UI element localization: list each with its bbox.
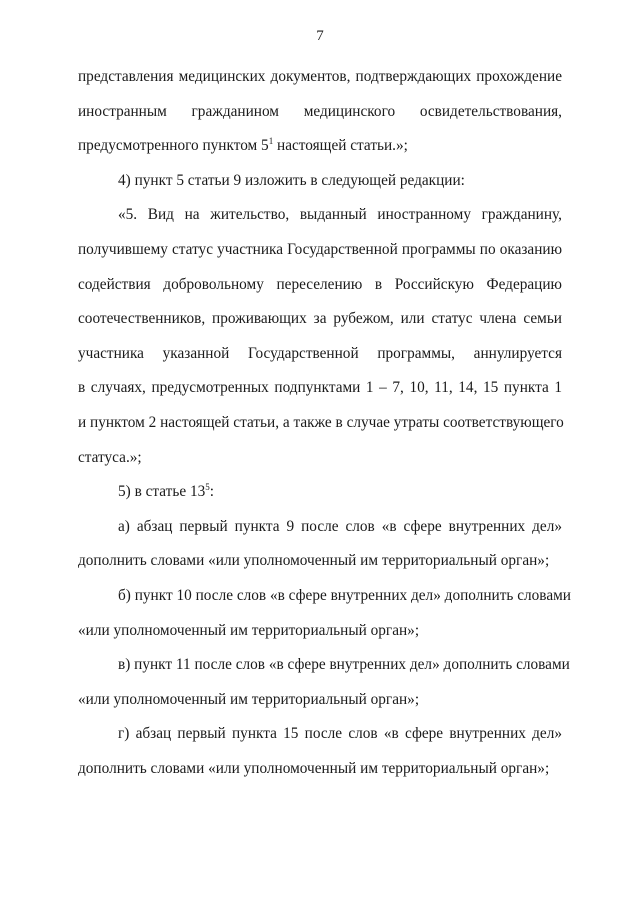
text-line: и пунктом 2 настоящей статьи, а также в случае утраты соответствующего	[78, 413, 564, 431]
text-line: дополнить словами «или уполномоченный им территориальный орган»;	[78, 759, 550, 777]
superscript: 1	[268, 136, 274, 147]
page-number: 7	[316, 28, 324, 44]
text-line: дополнить словами «или уполномоченный им территориальный орган»;	[78, 552, 550, 570]
text-fragment: предусмотренного пунктом 5	[78, 137, 269, 155]
text-line: иностранным гражданином медицинского освидетельствования,	[78, 102, 562, 120]
text-fragment: настоящей статьи.»;	[273, 137, 408, 155]
text-line: содействия добровольному переселению в Российскую Федерацию	[78, 275, 562, 293]
text-line: статуса.»;	[78, 448, 142, 466]
text-fragment: :	[209, 483, 214, 501]
paragraph-start: в) пункт 11 после слов «в сфере внутренних дел» дополнить словами	[118, 656, 570, 674]
text-line: представления медицинских документов, подтверждающих прохождение	[78, 68, 562, 85]
text-line: в случаях, предусмотренных подпунктами 1 – 7, 10, 11, 14, 15 пункта 1	[78, 379, 562, 397]
text-line: участника указанной Государственной программы, аннулируется	[78, 344, 562, 362]
text-line: «или уполномоченный им территориальный орган»;	[78, 621, 420, 639]
text-line: соотечественников, проживающих за рубежом, или статус члена семьи	[78, 310, 562, 328]
paragraph-start: 4) пункт 5 статьи 9 изложить в следующей редакции:	[118, 171, 465, 189]
text-fragment: 5) в статье 13	[118, 483, 206, 501]
document-body	[78, 60, 571, 786]
text-line: «или уполномоченный им территориальный орган»;	[78, 690, 420, 708]
text-line: получившему статус участника Государственной программы по оказанию	[78, 240, 562, 258]
paragraph-start: б) пункт 10 после слов «в сфере внутренних дел» дополнить словами	[118, 586, 571, 604]
paragraph-start: а) абзац первый пункта 9 после слов «в сфере внутренних дел»	[118, 517, 562, 535]
superscript: 5	[205, 482, 210, 493]
paragraph-start: г) абзац первый пункта 15 после слов «в сфере внутренних дел»	[118, 725, 562, 743]
paragraph-start: «5. Вид на жительство, выданный иностранному гражданину,	[118, 206, 562, 224]
text-line	[78, 129, 562, 164]
paragraph-start	[78, 475, 562, 510]
